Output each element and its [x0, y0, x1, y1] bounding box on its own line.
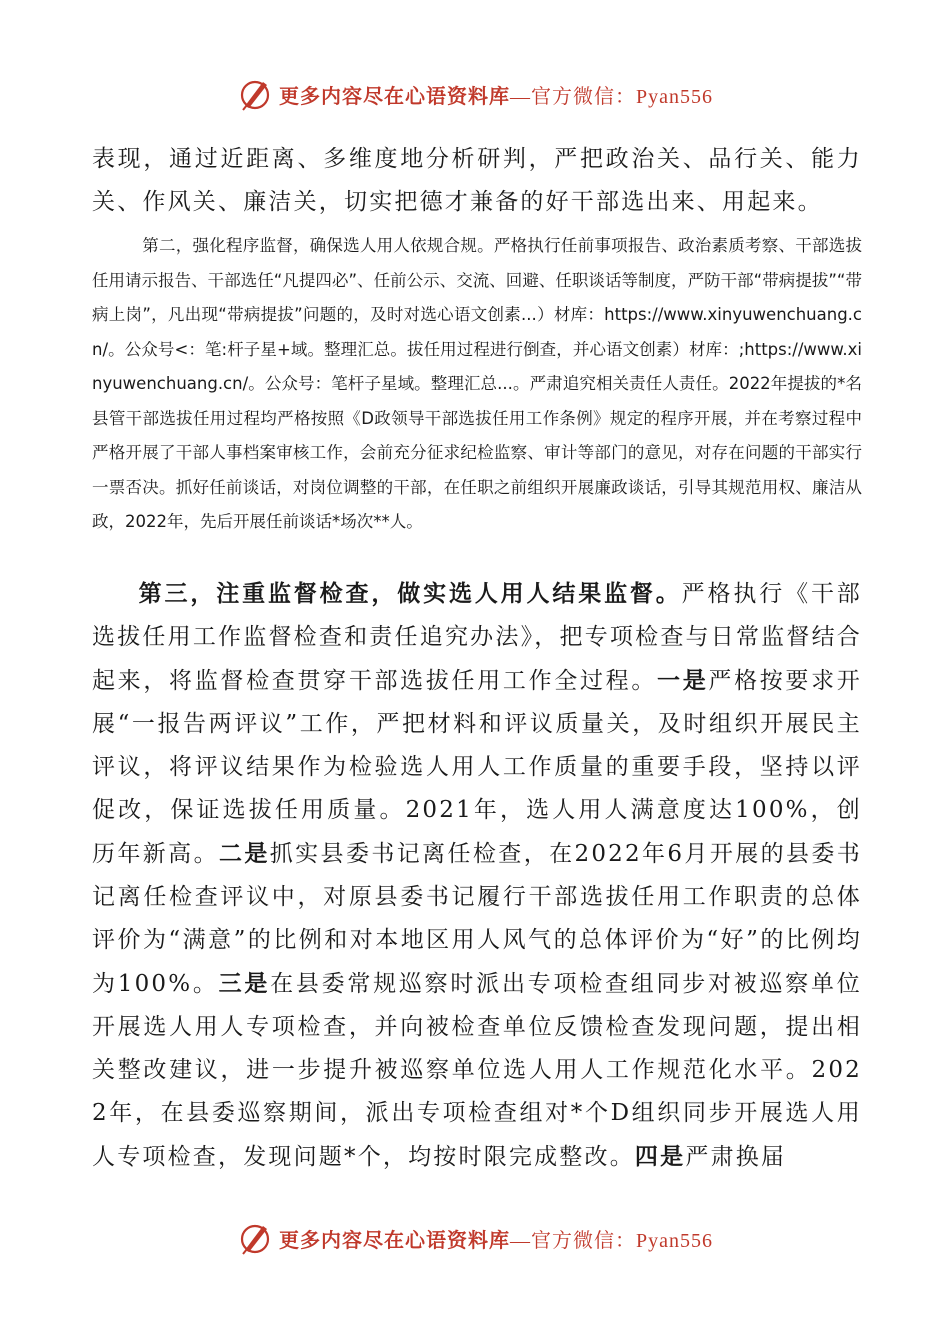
section-intro: 严格执行《干部选拔任用工作监督检查和责任追究办法》，把专项检查与日常监督结合起来，将监督检查贯穿干部选拔任用工作全过程。 [92, 581, 862, 694]
banner-lead: 更多内容尽在心语资料库 [279, 1229, 510, 1252]
marker-fourth: 四是 [634, 1143, 686, 1170]
quill-pen-logo-icon [237, 1220, 273, 1256]
banner-tail: —官方微信：Pyan556 [510, 1229, 713, 1252]
footer-banner [0, 1218, 950, 1258]
paragraph-procedure-text: 第二，强化程序监督，确保选人用人依规合规。严格执行任前事项报告、政治素质考察、干部选拔任用请示报告、干部选任“凡提四必”、任前公示、交流、回避、任职谈话等制度，严防干部“带病提拔”“带病上岗”，凡出现“带病提拔”问题的，及时对选心语文创素...）材库：https://www.xinyuwenchuang.cn/。公众号<：笔:杆子星+域。整理汇总。拔任用过程进行倒查，并心语文创素）材库：;https://www.xinyuwenchuang.cn/。公众号：笔杆子星域。整理汇总...。严肃追究相关责任人责任。2022年提拔的*名县管干部选拔任用过程均严格按照《D政领导干部选拔任用工作条例》规定的程序开展，并在考察过程中严格开展了干部人事档案审核工作，会前充分征求纪检监察、审计等部门的意见，对存在问题的干部实行一票否决。抓好任前谈话，对岗位调整的干部，在任职之前组织开展廉政谈话，引导其规范用权、廉洁从政，2022年，先后开展任前谈话*场次**人。 [92, 236, 862, 531]
banner-text [279, 1224, 713, 1253]
banner-lead: 更多内容尽在心语资料库 [279, 85, 510, 108]
header-banner [0, 74, 950, 114]
marker-third: 三是 [218, 970, 271, 997]
item-third-text: 在县委常规巡察时派出专项检查组同步对被巡察单位开展选人用人专项检查，并向被检查单位反馈检查发现问题，提出相关整改建议，进一步提升被巡察单位选人用人工作规范化水平。2022年，在县委巡察期间，派出专项检查组对*个D组织同步开展选人用人专项检查，发现问题*个，均按时限完成整改。 [92, 971, 862, 1170]
paragraph-supervision-inspection [92, 572, 862, 1179]
marker-first: 一是 [657, 667, 709, 694]
item-second-text: 抓实县委书记离任检查，在2022年6月开展的县委书记离任检查评议中，对原县委书记履行干部选拔任用工作职责的总体评价为“满意”的比例和对本地区用人风气的总体评价为“好”的比例均为100%。 [92, 841, 862, 997]
banner-tail: —官方微信：Pyan556 [510, 85, 713, 108]
item-fourth-text: 严肃换届 [685, 1144, 787, 1170]
paragraph-continuation: 表现，通过近距离、多维度地分析研判，严把政治关、品行关、能力关、作风关、廉洁关，切实把德才兼备的好干部选出来、用起来。 [92, 146, 862, 215]
section-heading: 第三，注重监督检查，做实选人用人结果监督。 [138, 580, 682, 607]
item-first-text: 严格按要求开展“一报告两评议”工作，严把材料和评议质量关，及时组织开展民主评议，将评议结果作为检验选人用人工作质量的重要手段，坚持以评促改，保证选拔任用质量。2021年，选人用人满意度达100%，创历年新高。 [92, 668, 863, 867]
quill-pen-logo-icon [237, 76, 273, 112]
paragraph-procedure-supervision [92, 229, 862, 540]
marker-second: 二是 [218, 840, 270, 867]
banner-text [279, 80, 713, 109]
